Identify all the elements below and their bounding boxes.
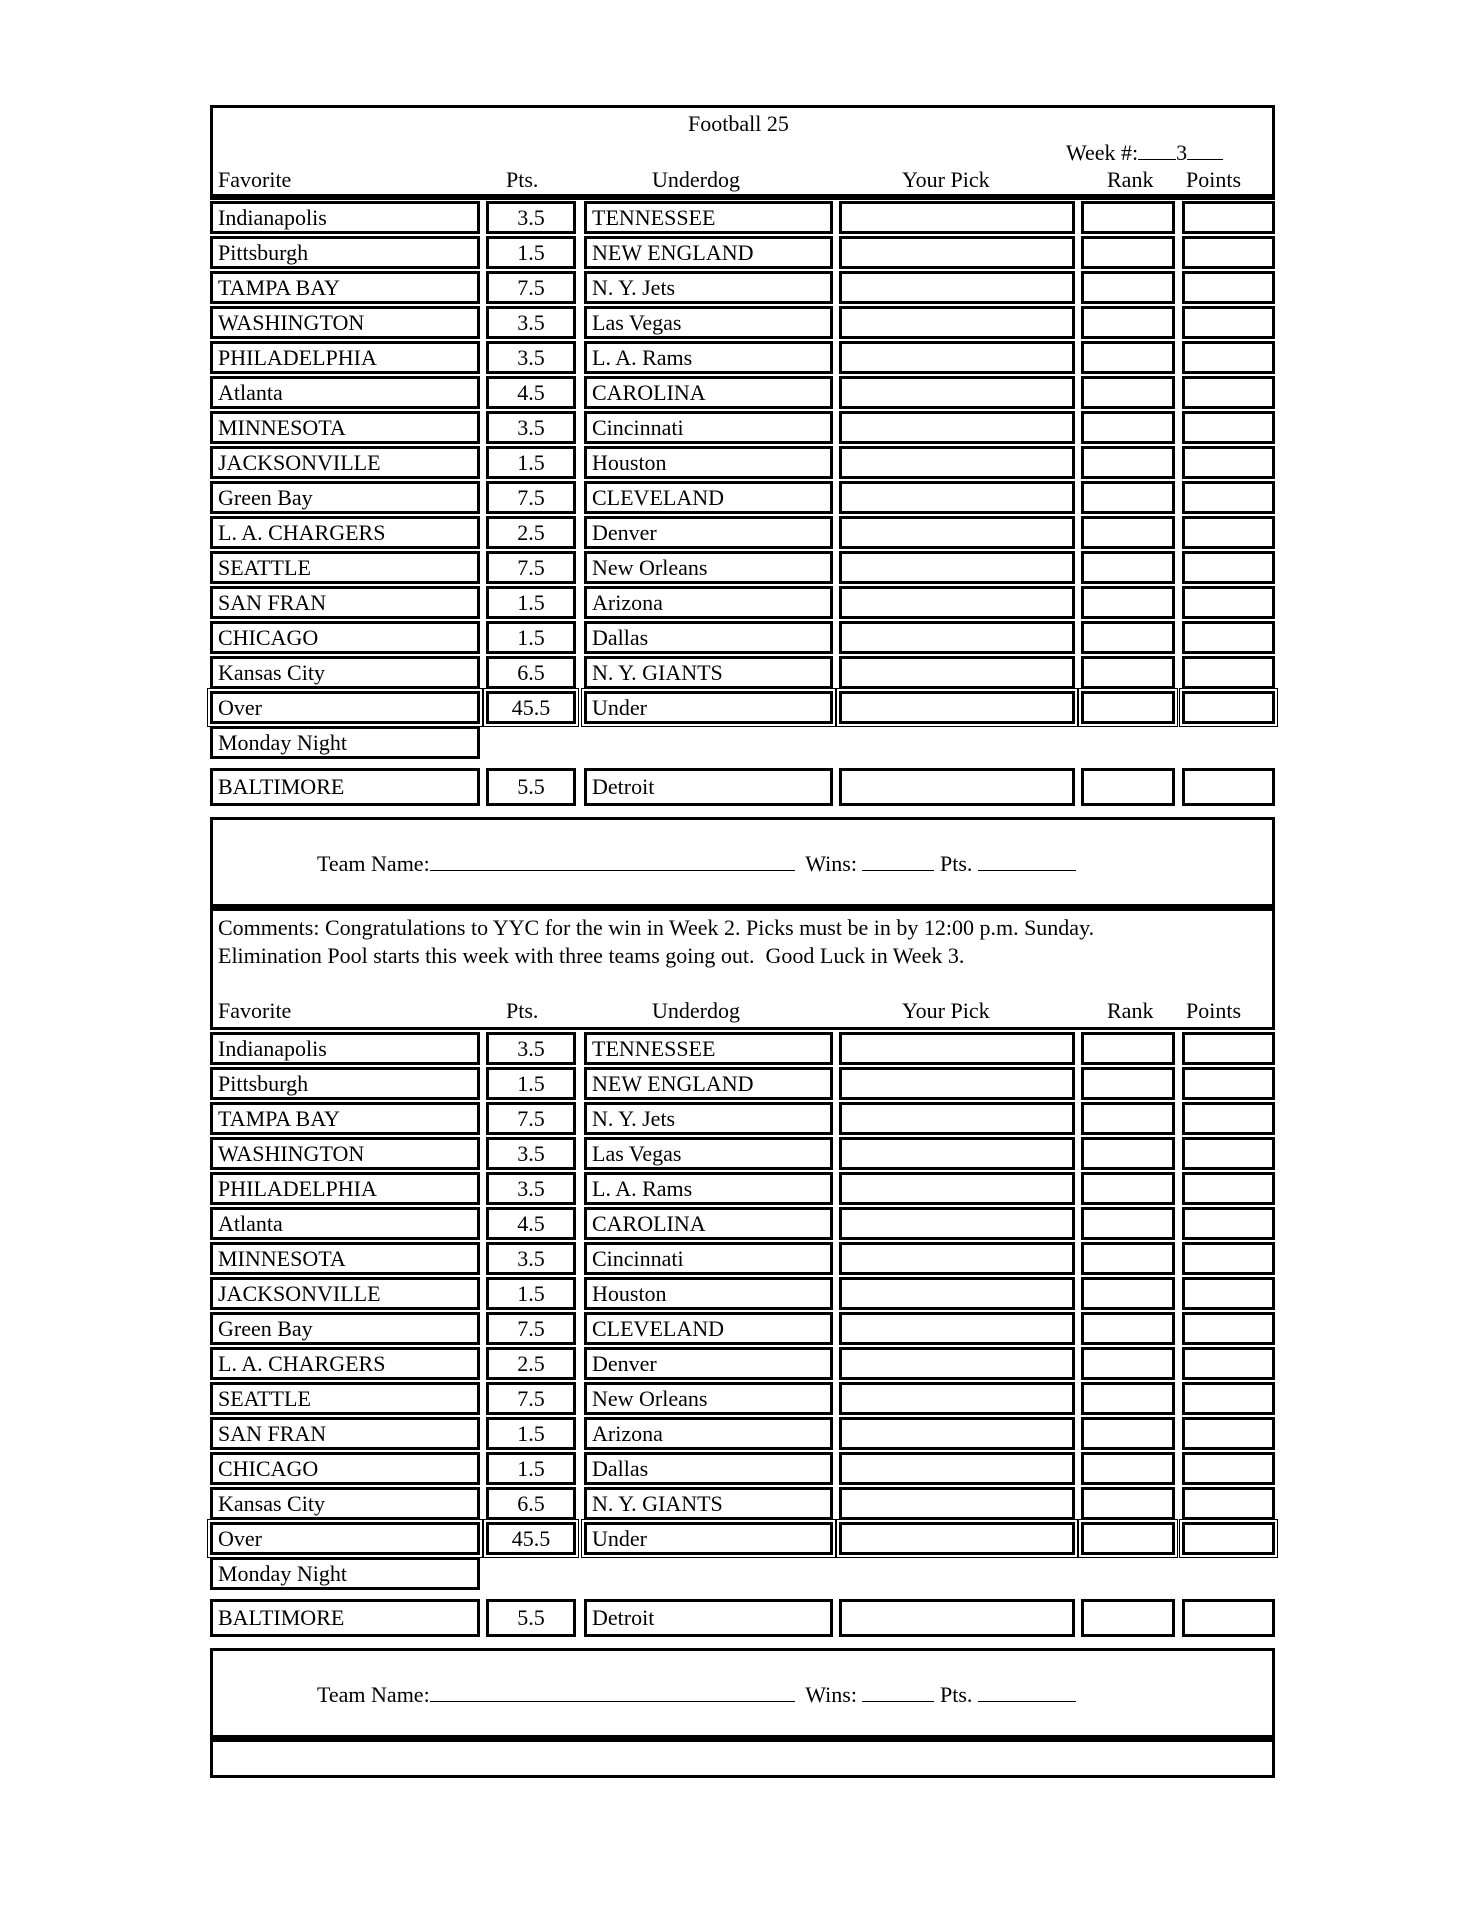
team-name-label-2: Team Name: bbox=[317, 1682, 430, 1707]
game-pts-cell: 1.5 bbox=[486, 621, 576, 654]
wins-label: Wins: bbox=[805, 851, 857, 876]
game-underdog-cell: L. A. Rams bbox=[584, 1172, 833, 1205]
game-underdog-cell: N. Y. GIANTS bbox=[584, 1487, 833, 1520]
game-rank-cell[interactable] bbox=[1081, 1102, 1175, 1135]
over-under-rank-cell[interactable] bbox=[1081, 1522, 1175, 1555]
game-pick-cell[interactable] bbox=[839, 586, 1075, 619]
game-rank-cell[interactable] bbox=[1081, 1487, 1175, 1520]
game-pts-cell: 6.5 bbox=[486, 1487, 576, 1520]
team-name-label: Team Name: bbox=[317, 851, 430, 876]
header-underdog: Underdog bbox=[652, 167, 740, 192]
game-rank-cell[interactable] bbox=[1081, 1347, 1175, 1380]
game-points-cell[interactable] bbox=[1182, 341, 1275, 374]
game-pts-cell: 3.5 bbox=[486, 411, 576, 444]
game-pick-cell[interactable] bbox=[839, 1137, 1075, 1170]
game-favorite-cell: Kansas City bbox=[210, 1487, 480, 1520]
game-rank-cell[interactable] bbox=[1081, 201, 1175, 234]
game-pick-cell[interactable] bbox=[839, 1382, 1075, 1415]
game-underdog-cell: Arizona bbox=[584, 1417, 833, 1450]
game-favorite-cell: SAN FRAN bbox=[210, 1417, 480, 1450]
game-favorite-cell: PHILADELPHIA bbox=[210, 341, 480, 374]
game-favorite-cell: Indianapolis bbox=[210, 201, 480, 234]
game-points-cell[interactable] bbox=[1182, 236, 1275, 269]
game-points-cell[interactable] bbox=[1182, 1347, 1275, 1380]
game-favorite-cell: WASHINGTON bbox=[210, 1137, 480, 1170]
game-underdog-cell: Cincinnati bbox=[584, 1242, 833, 1275]
game-points-cell[interactable] bbox=[1182, 1277, 1275, 1310]
game-favorite-cell: Kansas City bbox=[210, 656, 480, 689]
game-points-cell[interactable] bbox=[1182, 481, 1275, 514]
game-favorite-cell: MINNESOTA bbox=[210, 411, 480, 444]
pts-field-2[interactable] bbox=[978, 1681, 1076, 1702]
monday-game-pts-cell: 5.5 bbox=[486, 1599, 576, 1637]
game-rank-cell[interactable] bbox=[1081, 621, 1175, 654]
game-underdog-cell: L. A. Rams bbox=[584, 341, 833, 374]
game-pick-cell[interactable] bbox=[839, 1207, 1075, 1240]
game-favorite-cell: L. A. CHARGERS bbox=[210, 516, 480, 549]
game-rank-cell[interactable] bbox=[1081, 1207, 1175, 1240]
monday-night-label: Monday Night bbox=[210, 1557, 480, 1590]
game-underdog-cell: Denver bbox=[584, 516, 833, 549]
game-pts-cell: 3.5 bbox=[486, 1242, 576, 1275]
game-favorite-cell: JACKSONVILLE bbox=[210, 446, 480, 479]
game-rank-cell[interactable] bbox=[1081, 1242, 1175, 1275]
team-name-field-2[interactable] bbox=[430, 1681, 795, 1702]
game-pts-cell: 7.5 bbox=[486, 1102, 576, 1135]
game-pick-cell[interactable] bbox=[839, 1347, 1075, 1380]
wins-label-2: Wins: bbox=[805, 1682, 857, 1707]
over-under-points-cell[interactable] bbox=[1182, 1522, 1275, 1555]
team-name-field[interactable] bbox=[430, 850, 795, 871]
game-points-cell[interactable] bbox=[1182, 1067, 1275, 1100]
game-rank-cell[interactable] bbox=[1081, 481, 1175, 514]
game-pick-cell[interactable] bbox=[839, 201, 1075, 234]
game-points-cell[interactable] bbox=[1182, 1417, 1275, 1450]
game-pick-cell[interactable] bbox=[839, 516, 1075, 549]
game-pick-cell[interactable] bbox=[839, 656, 1075, 689]
game-underdog-cell: NEW ENGLAND bbox=[584, 236, 833, 269]
game-pick-cell[interactable] bbox=[839, 1032, 1075, 1065]
game-rank-cell[interactable] bbox=[1081, 1382, 1175, 1415]
game-rank-cell[interactable] bbox=[1081, 1067, 1175, 1100]
game-pts-cell: 1.5 bbox=[486, 446, 576, 479]
game-rank-cell[interactable] bbox=[1081, 1417, 1175, 1450]
monday-game-pts-cell: 5.5 bbox=[486, 768, 576, 806]
game-points-cell[interactable] bbox=[1182, 516, 1275, 549]
over-under-rank-cell[interactable] bbox=[1081, 691, 1175, 724]
game-pick-cell[interactable] bbox=[839, 1277, 1075, 1310]
game-pick-cell[interactable] bbox=[839, 1487, 1075, 1520]
game-pts-cell: 3.5 bbox=[486, 1172, 576, 1205]
week-number bbox=[1066, 139, 1223, 166]
header-points: Points bbox=[1186, 167, 1242, 192]
week-label: Week #: bbox=[1066, 140, 1139, 165]
game-rank-cell[interactable] bbox=[1081, 1032, 1175, 1065]
monday-game-pick-cell[interactable] bbox=[839, 1599, 1075, 1637]
game-pick-cell[interactable] bbox=[839, 1242, 1075, 1275]
game-favorite-cell: Atlanta bbox=[210, 1207, 480, 1240]
game-underdog-cell: NEW ENGLAND bbox=[584, 1067, 833, 1100]
game-pick-cell[interactable] bbox=[839, 446, 1075, 479]
game-pts-cell: 7.5 bbox=[486, 1312, 576, 1345]
game-points-cell[interactable] bbox=[1182, 1312, 1275, 1345]
game-favorite-cell: SAN FRAN bbox=[210, 586, 480, 619]
game-pts-cell: 1.5 bbox=[486, 1067, 576, 1100]
header-underdog-2: Underdog bbox=[652, 998, 740, 1023]
game-points-cell[interactable] bbox=[1182, 411, 1275, 444]
game-points-cell[interactable] bbox=[1182, 1382, 1275, 1415]
game-favorite-cell: JACKSONVILLE bbox=[210, 1277, 480, 1310]
header-your-pick: Your Pick bbox=[902, 167, 990, 192]
game-pts-cell: 7.5 bbox=[486, 1382, 576, 1415]
game-rank-cell[interactable] bbox=[1081, 1137, 1175, 1170]
game-points-cell[interactable] bbox=[1182, 201, 1275, 234]
game-favorite-cell: MINNESOTA bbox=[210, 1242, 480, 1275]
game-rank-cell[interactable] bbox=[1081, 1452, 1175, 1485]
game-points-cell[interactable] bbox=[1182, 656, 1275, 689]
game-favorite-cell: Green Bay bbox=[210, 481, 480, 514]
monday-game-underdog-cell: Detroit bbox=[584, 1599, 833, 1637]
game-rank-cell[interactable] bbox=[1081, 446, 1175, 479]
game-pts-cell: 3.5 bbox=[486, 1137, 576, 1170]
game-rank-cell[interactable] bbox=[1081, 1312, 1175, 1345]
game-rank-cell[interactable] bbox=[1081, 411, 1175, 444]
monday-game-points-cell[interactable] bbox=[1182, 768, 1275, 806]
game-rank-cell[interactable] bbox=[1081, 586, 1175, 619]
over-under-pick-cell[interactable] bbox=[839, 691, 1075, 724]
game-favorite-cell: Pittsburgh bbox=[210, 1067, 480, 1100]
monday-game-rank-cell[interactable] bbox=[1081, 768, 1175, 806]
game-points-cell[interactable] bbox=[1182, 446, 1275, 479]
game-pts-cell: 3.5 bbox=[486, 306, 576, 339]
game-pts-cell: 4.5 bbox=[486, 376, 576, 409]
game-rank-cell[interactable] bbox=[1081, 236, 1175, 269]
header-your-pick-2: Your Pick bbox=[902, 998, 990, 1023]
game-rank-cell[interactable] bbox=[1081, 341, 1175, 374]
game-pick-cell[interactable] bbox=[839, 411, 1075, 444]
over-under-favorite-cell: Over bbox=[210, 691, 480, 724]
pts-label-2: Pts. bbox=[939, 1682, 973, 1707]
game-points-cell[interactable] bbox=[1182, 376, 1275, 409]
over-under-underdog-cell: Under bbox=[584, 1522, 833, 1555]
game-rank-cell[interactable] bbox=[1081, 306, 1175, 339]
monday-game-favorite-cell: BALTIMORE bbox=[210, 768, 480, 806]
over-under-points-cell[interactable] bbox=[1182, 691, 1275, 724]
game-pick-cell[interactable] bbox=[839, 271, 1075, 304]
game-favorite-cell: WASHINGTON bbox=[210, 306, 480, 339]
game-favorite-cell: SEATTLE bbox=[210, 551, 480, 584]
game-underdog-cell: TENNESSEE bbox=[584, 1032, 833, 1065]
game-pts-cell: 1.5 bbox=[486, 586, 576, 619]
game-pick-cell[interactable] bbox=[839, 1452, 1075, 1485]
game-rank-cell[interactable] bbox=[1081, 376, 1175, 409]
game-underdog-cell: Arizona bbox=[584, 586, 833, 619]
week-value: 3 bbox=[1176, 140, 1188, 165]
game-pick-cell[interactable] bbox=[839, 341, 1075, 374]
sheet-title: Football 25 bbox=[688, 111, 789, 136]
header-favorite-2: Favorite bbox=[218, 998, 292, 1023]
game-pts-cell: 3.5 bbox=[486, 341, 576, 374]
header-favorite: Favorite bbox=[218, 167, 292, 192]
game-underdog-cell: CAROLINA bbox=[584, 1207, 833, 1240]
game-favorite-cell: CHICAGO bbox=[210, 621, 480, 654]
game-underdog-cell: TENNESSEE bbox=[584, 201, 833, 234]
game-pts-cell: 1.5 bbox=[486, 1277, 576, 1310]
comments-line-2: Elimination Pool starts this week with three teams going out. Good Luck in Week 3. bbox=[218, 943, 965, 968]
game-favorite-cell: TAMPA BAY bbox=[210, 1102, 480, 1135]
game-favorite-cell: SEATTLE bbox=[210, 1382, 480, 1415]
game-pick-cell[interactable] bbox=[839, 1312, 1075, 1345]
game-underdog-cell: N. Y. GIANTS bbox=[584, 656, 833, 689]
game-pick-cell[interactable] bbox=[839, 1172, 1075, 1205]
game-pts-cell: 7.5 bbox=[486, 271, 576, 304]
game-underdog-cell: CLEVELAND bbox=[584, 481, 833, 514]
monday-game-underdog-cell: Detroit bbox=[584, 768, 833, 806]
game-underdog-cell: New Orleans bbox=[584, 1382, 833, 1415]
over-under-underdog-cell: Under bbox=[584, 691, 833, 724]
team-name-line-top bbox=[317, 850, 1076, 877]
monday-game-favorite-cell: BALTIMORE bbox=[210, 1599, 480, 1637]
game-underdog-cell: Dallas bbox=[584, 621, 833, 654]
game-points-cell[interactable] bbox=[1182, 1487, 1275, 1520]
game-underdog-cell: Dallas bbox=[584, 1452, 833, 1485]
team-name-line-bottom bbox=[317, 1681, 1076, 1708]
game-points-cell[interactable] bbox=[1182, 1207, 1275, 1240]
header-pts: Pts. bbox=[506, 167, 539, 192]
game-pick-cell[interactable] bbox=[839, 1417, 1075, 1450]
monday-game-points-cell[interactable] bbox=[1182, 1599, 1275, 1637]
over-under-pick-cell[interactable] bbox=[839, 1522, 1075, 1555]
footer-box bbox=[210, 1738, 1275, 1778]
game-points-cell[interactable] bbox=[1182, 306, 1275, 339]
pts-field[interactable] bbox=[978, 850, 1076, 871]
game-favorite-cell: CHICAGO bbox=[210, 1452, 480, 1485]
game-underdog-cell: CLEVELAND bbox=[584, 1312, 833, 1345]
over-under-pts-cell: 45.5 bbox=[486, 691, 576, 724]
game-pts-cell: 3.5 bbox=[486, 1032, 576, 1065]
over-under-pts-cell: 45.5 bbox=[486, 1522, 576, 1555]
game-favorite-cell: TAMPA BAY bbox=[210, 271, 480, 304]
game-underdog-cell: New Orleans bbox=[584, 551, 833, 584]
game-pts-cell: 6.5 bbox=[486, 656, 576, 689]
comments-line-1: Comments: Congratulations to YYC for the win in Week 2. Picks must be in by 12:00 p.m. Sunday. bbox=[218, 915, 1095, 940]
game-underdog-cell: Houston bbox=[584, 1277, 833, 1310]
over-under-favorite-cell: Over bbox=[210, 1522, 480, 1555]
game-points-cell[interactable] bbox=[1182, 1452, 1275, 1485]
game-pick-cell[interactable] bbox=[839, 306, 1075, 339]
game-favorite-cell: Indianapolis bbox=[210, 1032, 480, 1065]
game-pick-cell[interactable] bbox=[839, 236, 1075, 269]
game-rank-cell[interactable] bbox=[1081, 271, 1175, 304]
game-favorite-cell: Atlanta bbox=[210, 376, 480, 409]
game-favorite-cell: PHILADELPHIA bbox=[210, 1172, 480, 1205]
game-rank-cell[interactable] bbox=[1081, 1277, 1175, 1310]
game-underdog-cell: CAROLINA bbox=[584, 376, 833, 409]
game-pts-cell: 1.5 bbox=[486, 236, 576, 269]
game-points-cell[interactable] bbox=[1182, 1137, 1275, 1170]
game-points-cell[interactable] bbox=[1182, 551, 1275, 584]
game-rank-cell[interactable] bbox=[1081, 1172, 1175, 1205]
game-rank-cell[interactable] bbox=[1081, 551, 1175, 584]
game-points-cell[interactable] bbox=[1182, 1032, 1275, 1065]
game-points-cell[interactable] bbox=[1182, 1242, 1275, 1275]
game-underdog-cell: Houston bbox=[584, 446, 833, 479]
header-rank-2: Rank bbox=[1107, 998, 1154, 1023]
game-favorite-cell: Pittsburgh bbox=[210, 236, 480, 269]
game-pts-cell: 2.5 bbox=[486, 1347, 576, 1380]
game-rank-cell[interactable] bbox=[1081, 656, 1175, 689]
game-favorite-cell: L. A. CHARGERS bbox=[210, 1347, 480, 1380]
game-pts-cell: 2.5 bbox=[486, 516, 576, 549]
game-underdog-cell: Denver bbox=[584, 1347, 833, 1380]
wins-field[interactable] bbox=[862, 850, 934, 871]
pts-label: Pts. bbox=[939, 851, 973, 876]
game-underdog-cell: N. Y. Jets bbox=[584, 271, 833, 304]
game-favorite-cell: Green Bay bbox=[210, 1312, 480, 1345]
game-pts-cell: 7.5 bbox=[486, 481, 576, 514]
game-underdog-cell: Las Vegas bbox=[584, 1137, 833, 1170]
game-pick-cell[interactable] bbox=[839, 621, 1075, 654]
monday-game-rank-cell[interactable] bbox=[1081, 1599, 1175, 1637]
header-points-2: Points bbox=[1186, 998, 1242, 1023]
game-pts-cell: 3.5 bbox=[486, 201, 576, 234]
game-underdog-cell: Las Vegas bbox=[584, 306, 833, 339]
wins-field-2[interactable] bbox=[862, 1681, 934, 1702]
game-points-cell[interactable] bbox=[1182, 621, 1275, 654]
game-rank-cell[interactable] bbox=[1081, 516, 1175, 549]
game-pick-cell[interactable] bbox=[839, 1067, 1075, 1100]
game-points-cell[interactable] bbox=[1182, 586, 1275, 619]
game-pts-cell: 4.5 bbox=[486, 1207, 576, 1240]
game-pick-cell[interactable] bbox=[839, 376, 1075, 409]
header-pts-2: Pts. bbox=[506, 998, 539, 1023]
monday-night-label: Monday Night bbox=[210, 726, 480, 759]
game-points-cell[interactable] bbox=[1182, 271, 1275, 304]
game-underdog-cell: Cincinnati bbox=[584, 411, 833, 444]
game-pts-cell: 7.5 bbox=[486, 551, 576, 584]
header-rank: Rank bbox=[1107, 167, 1154, 192]
game-points-cell[interactable] bbox=[1182, 1102, 1275, 1135]
game-pick-cell[interactable] bbox=[839, 481, 1075, 514]
game-pts-cell: 1.5 bbox=[486, 1452, 576, 1485]
game-underdog-cell: N. Y. Jets bbox=[584, 1102, 833, 1135]
monday-game-pick-cell[interactable] bbox=[839, 768, 1075, 806]
game-points-cell[interactable] bbox=[1182, 1172, 1275, 1205]
game-pts-cell: 1.5 bbox=[486, 1417, 576, 1450]
game-pick-cell[interactable] bbox=[839, 551, 1075, 584]
game-pick-cell[interactable] bbox=[839, 1102, 1075, 1135]
